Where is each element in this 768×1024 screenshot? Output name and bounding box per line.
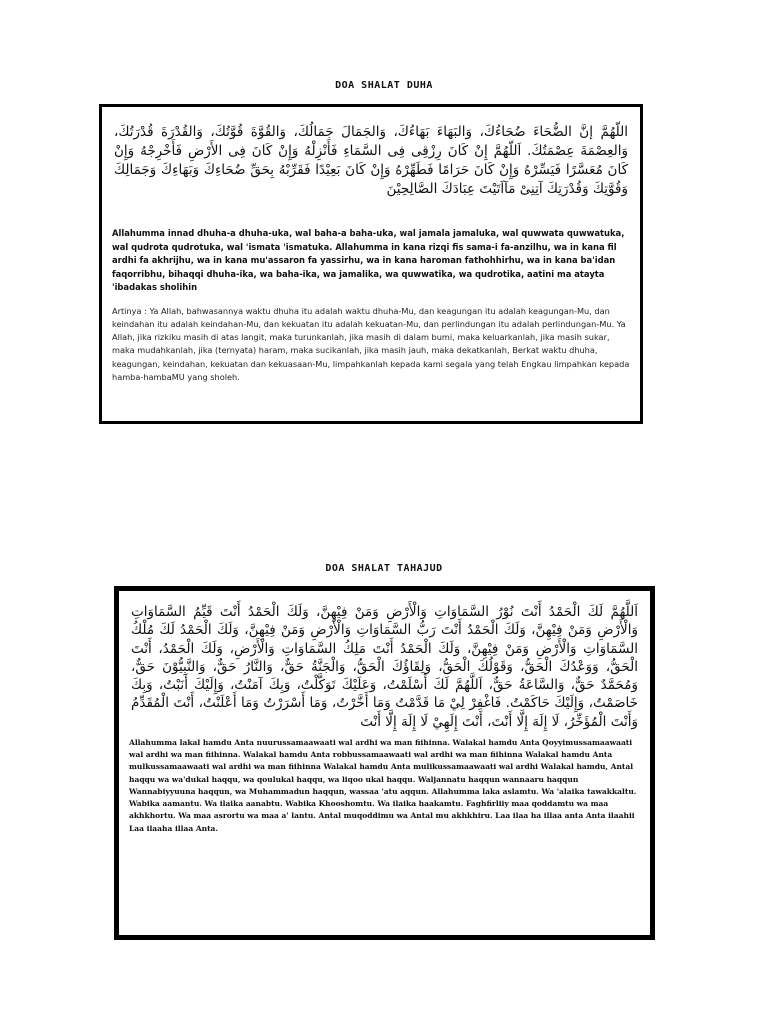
duha-arabic-text: اللّهُمَّ إنَّ الضُّحَاءَ ضُحَاءُكَ، وَالبَهَاءَ بَهَاءُكَ، وَالجَمَالَ جَمَالُكَ، وَالقُوَّةَ قُوَّتُكَ، وَالقُدْرَةَ قُدْرَتُكَ، وَالعِصْمَةَ عِصْمَتُكَ. اَللّهُمَّ إِنْ كَانَ رِزْقِى فِى السَّمَاءِ فَأَنْزِلْهُ وَإِنْ كَانَ فِى الأَرْضِ فَأَخْرِجْهُ وَإِنْ كَانَ مُعَسَّرًا فَيَسِّرْهُ وَإِنْ كَانَ حَرَامًا فَطَهِّرْهُ وَإِنْ كَانَ بَعِيْدًا فَقَرِّبْهُ بِحَقِّ ضُحَاءِكَ وَبَهَاءِكَ وَجَمَالِكَ وَقُوَّتِكَ وَقُدْرَتِكَ آتِنِىْ مَآاَتَيْتَ عِبَادَكَ الصَّالِحِيْنَ [114,124,628,197]
heading-doa-shalat-duha: DOA SHALAT DUHA [335,80,433,91]
heading-doa-shalat-tahajud: DOA SHALAT TAHAJUD [325,563,443,574]
tahajud-arabic-text: اَللَّهُمَّ لَكَ الْحَمْدُ أَنْتَ نُوْرُ السَّمَاوَاتِ وَالْأَرْضِ وَمَنْ فِيْهِنَّ، وَلَكَ الْحَمْدُ أَنْتَ قَيِّمُ السَّمَاوَاتِ وَالْأَرْضِ وَمَنْ فِيْهِنَّ، وَلَكَ الْحَمْدُ أَنْتَ رَبُّ السَّمَاوَاتِ وَالْأَرْضِ وَمَنْ فِيْهِنَّ، وَلَكَ الْحَمْدُ لَكَ مُلْكُ السَّمَاوَاتِ وَالْأَرْضِ وَمَنْ فِيْهِنَّ، وَلَكَ الْحَمْدُ أَنْتَ مَلِكُ السَّمَاوَاتِ وَالْأَرْضِ، وَلَكَ الْحَمْدُ، أَنْتَ الْحَقُّ، وَوَعْدُكَ الْحَقُّ، وَقَوْلُكَ الْحَقُّ، وَلِقَاؤُكَ الْحَقُّ، وَالْجَنَّةُ حَقٌّ، وَالنَّارُ حَقٌّ، وَالنَّبِيُّوْنَ حَقٌّ، وَمُحَمَّدٌ حَقٌّ، وَالسَّاعَةُ حَقٌّ، اَللَّهُمَّ لَكَ أَسْلَمْتُ، وَعَلَيْكَ تَوَكَّلْتُ، وَبِكَ آمَنْتُ، وَإِلَيْكَ أَنَبْتُ، وَبِكَ خَاصَمْتُ، وَإِلَيْكَ حَاكَمْتُ. فَاغْفِرْ لِيْ مَا قَدَّمْتُ وَمَا أَخَّرْتُ، وَمَا أَسْرَرْتُ وَمَا أَعْلَنْتُ، أَنْتَ الْمُقَدِّمُ وَأَنْتَ الْمُؤَخِّرُ، لَا إِلَهَ إِلَّا أَنْتَ، أَنْتَ إِلَهِيْ لَا إِلَهَ إِلَّا أَنْتَ [131,604,638,730]
doa-duha-box [99,104,643,424]
doa-tahajud-box [114,586,655,940]
duha-latin-transliteration: Allahumma innad dhuha-a dhuha-uka, wal baha-a baha-uka, wal jamala jamaluka, wal quwwata quwwatuka, wal qudrota qudrotuka, wal 'ismata 'ismatuka. Allahumma in kana rizqi fis sama-i fa-anzilhu, wa in kana fil ardhi fa akhrijhu, wa in kana mu'assaron fa yassirhu, wa in kana haroman fathohhirhu, wa in kana ba'idan faqorribhu, bihaqqi dhuha-ika, wa baha-ika, wa jamalika, wa quwwatika, wa qudrotika, aatini ma atayta 'ibadakas sholihin [112,228,625,292]
tahajud-latin-transliteration: Allahumma lakal hamdu Anta nuurussamaawaati wal ardhi wa man fiihinna. Walakal hamdu Anta Qoyyimussamaawaati wal ardhi wa man fiihinna. Walakal hamdu Anta robbussamaawaati wal ardhi wa man fiihinna Walakal hamdu Anta mulkussamaawaati wal ardhi wa man fiihinna Walakal hamdu Anta mulikussamaawaati wal ardhi Walakal hamdu, Antal haqqu wa wa'dukal haqqu, wa qoulukal haqqu, wa liqoo ukal haqqu. Waljannatu haqqun wannaaru haqqun Wannabiyyuuna haqqun, wa Muhammadun haqqun, wassaa 'atu aqqun. Allahumma laka aslamtu. Wa 'alaika tawakkaltu. Wabika aamantu. Wa ilaika aanabtu. Wabika Khooshomtu. Wa ilaika haakamtu. Faghfirliiy maa qoddamtu wa maa akhkhortu. Wa maa asrortu wa maa a' lantu. Antal muqoddimu wa Antal mu akhkhiru. Laa ilaa ha illaa anta Anta ilaahii Laa ilaaha illaa Anta. [129,738,637,833]
duha-translation: Artinya : Ya Allah, bahwasannya waktu dhuha itu adalah waktu dhuha-Mu, dan keagungan itu adalah keagungan-Mu, dan keindahan itu adalah keindahan-Mu, dan kekuatan itu adalah kekuatan-Mu, dan perlindungan itu adalah perlindungan-Mu. Ya Allah, jika rizkiku masih di atas langit, maka turunkanlah, jika masih di dalam bumi, maka keluarkanlah, jika masih sukar, maka mudahkanlah, jika (ternyata) haram, maka sucikanlah, jika masih jauh, maka dekatkanlah, Berkat waktu dhuha, keagungan, keindahan, kekuatan dan kekuasaan-Mu, limpahkanlah kepada kami segala yang telah Engkau limpahkan kepada hamba-hambaMU yang sholeh. [112,305,630,382]
